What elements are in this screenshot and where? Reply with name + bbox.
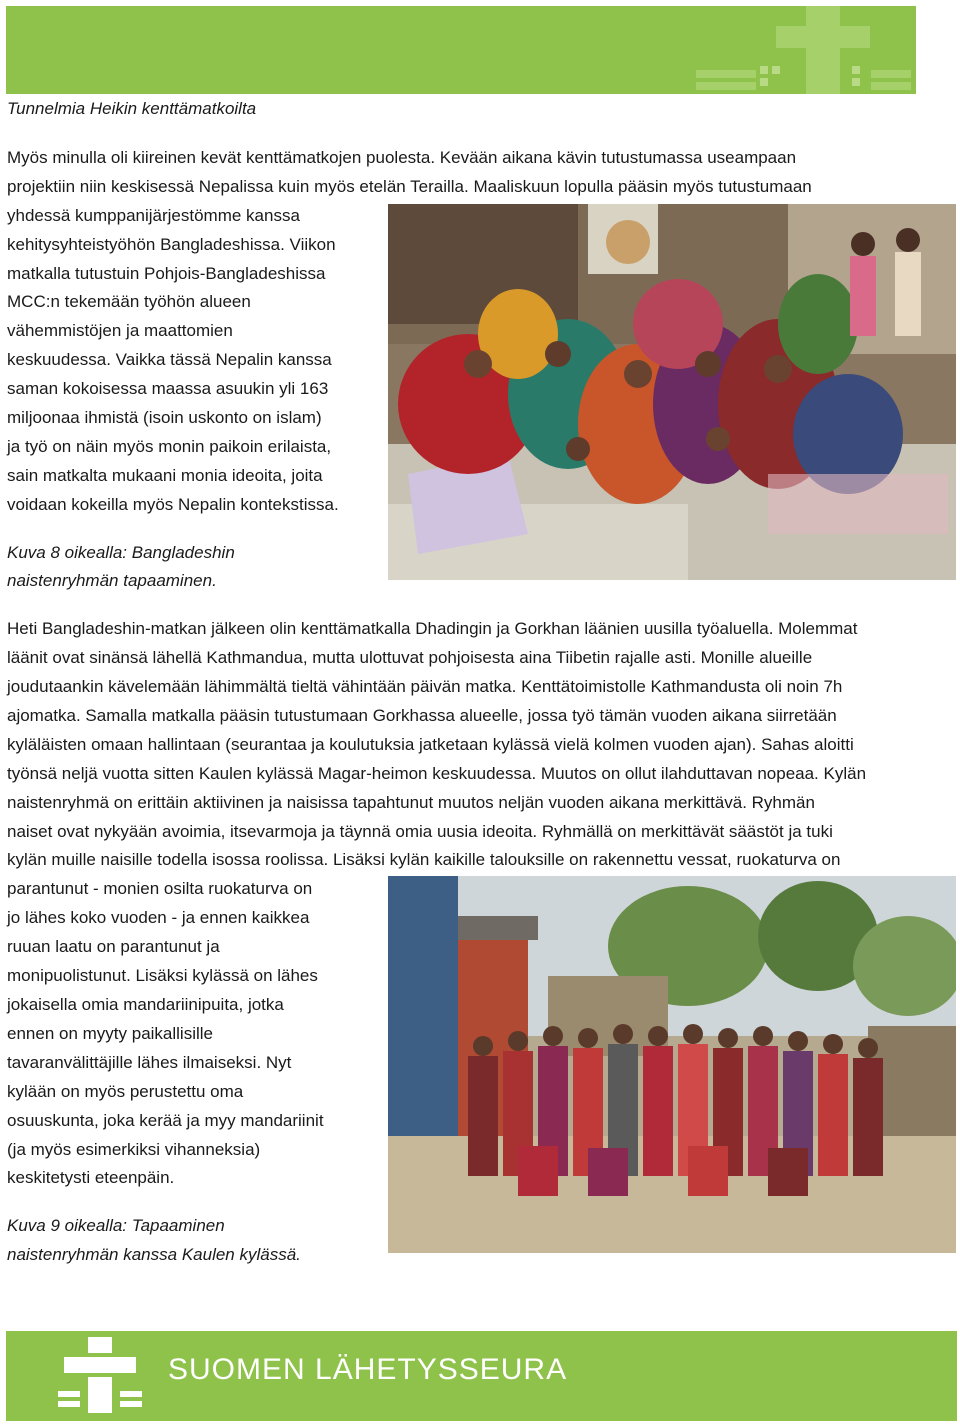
text-line: ennen on myyty paikallisille xyxy=(7,1024,213,1043)
text-line: läänit ovat sinänsä lähellä Kathmandua, mutta ulottuvat pohjoisesta aina Tiibetin rajalle asti. Monille alueille xyxy=(7,648,813,667)
text-line: miljoonaa ihmistä (isoin uskonto on islam) xyxy=(7,408,322,427)
caption-line: naistenryhmän tapaaminen. xyxy=(7,571,217,590)
text-line: kylään on myös perustettu oma xyxy=(7,1082,244,1101)
text-line: ja työ on näin myös monin paikoin erilaista, xyxy=(7,437,332,456)
text-line: tavaranvälittäjille lähes ilmaiseksi. Nyt xyxy=(7,1053,292,1072)
footer-banner xyxy=(6,1331,957,1421)
organization-name: SUOMEN LÄHETYSSEURA xyxy=(168,1353,568,1386)
text-line: joudutaankin kävelemään lähimmältä tieltä vähintään päivän matka. Kenttätoimistolle Kathmandusta oli noin 7h xyxy=(7,677,843,696)
caption-line: Kuva 9 oikealla: Tapaaminen xyxy=(7,1216,225,1235)
text-line: saman kokoisessa maassa asuukin yli 163 xyxy=(7,379,329,398)
text-line: voidaan kokeilla myös Nepalin kontekstissa. xyxy=(7,495,339,514)
text-line: ruuan laatu on parantunut ja xyxy=(7,937,220,956)
text-line: ajomatka. Samalla matkalla pääsin tutustumaan Gorkhassa alueelle, jossa työ tämän vuoden aikana siirretään xyxy=(7,706,837,725)
text-line: matkalla tutustuin Pohjois-Bangladeshissa xyxy=(7,264,326,283)
text-line: Myös minulla oli kiireinen kevät kenttämatkojen puolesta. Kevään aikana kävin tutustumassa useampaan xyxy=(7,148,797,167)
text-line: naistenryhmä on erittäin aktiivinen ja naisissa tapahtunut muutos neljän vuoden aikana merkittävä. Ryhmän xyxy=(7,793,815,812)
text-line: keskuudessa. Vaikka tässä Nepalin kanssa xyxy=(7,350,332,369)
caption-line: naistenryhmän kanssa Kaulen kylässä. xyxy=(7,1245,301,1264)
text-line: sain matkalta mukaani monia ideoita, joita xyxy=(7,466,323,485)
text-line: monipuolistunut. Lisäksi kylässä on lähes xyxy=(7,966,318,985)
text-line: vähemmistöjen ja maattomien xyxy=(7,321,233,340)
text-line: Heti Bangladeshin-matkan jälkeen olin kenttämatkalla Dhadingin ja Gorkhan läänien uusilla työaluella. Molemmat xyxy=(7,619,858,638)
text-line: (ja myös esimerkiksi vihanneksia) xyxy=(7,1140,261,1159)
text-line: jo lähes koko vuoden - ja ennen kaikkea xyxy=(7,908,310,927)
text-line: parantunut - monien osilta ruokaturva on xyxy=(7,879,313,898)
text-line: osuuskunta, joka kerää ja myy mandariinit xyxy=(7,1111,324,1130)
text-line: kylän muille naisille todella isossa roolissa. Lisäksi kylän kaikille talouksille on rakennettu vessat, ruokaturva on xyxy=(7,850,841,869)
text-line: projektiin niin keskisessä Nepalissa kuin myös etelän Terailla. Maaliskuun lopulla pääsin myös tutustumaan xyxy=(7,177,812,196)
caption-line: Kuva 8 oikealla: Bangladeshin xyxy=(7,543,235,562)
photo-bangladesh-womens-group xyxy=(388,204,956,580)
group-photo-image xyxy=(388,204,956,580)
text-line: työnsä neljä vuotta sitten Kaulen kylässä Magar-heimon keskuudessa. Muutos on ollut ilahduttavan nopeaa. Kylän xyxy=(7,764,867,783)
text-line: keskitetysti eteenpäin. xyxy=(7,1168,175,1187)
text-line: jokaisella omia mandariinipuita, jotka xyxy=(7,995,284,1014)
cross-pattern-icon xyxy=(656,6,916,94)
photo-kaule-village-group xyxy=(388,876,956,1253)
organization-logo-icon xyxy=(58,1337,148,1415)
text-line: kyläläisten omaan hallintaan (seurantaa ja koulutuksia jatketaan kylässä vielä kolmen vuoden ajan). Sahas aloitti xyxy=(7,735,854,754)
text-line: MCC:n tekemään työhön alueen xyxy=(7,292,251,311)
article-title: Tunnelmia Heikin kenttämatkoilta xyxy=(7,99,257,118)
header-banner xyxy=(6,6,916,94)
text-line: naiset ovat nykyään avoimia, itsevarmoja ja täynnä omia uusia ideoita. Ryhmällä on merkittävät säästöt ja tuki xyxy=(7,822,833,841)
text-line: kehitysyhteistyöhön Bangladeshissa. Viikon xyxy=(7,235,336,254)
village-group-photo-image xyxy=(388,876,956,1253)
text-line: yhdessä kumppanijärjestömme kanssa xyxy=(7,206,300,225)
